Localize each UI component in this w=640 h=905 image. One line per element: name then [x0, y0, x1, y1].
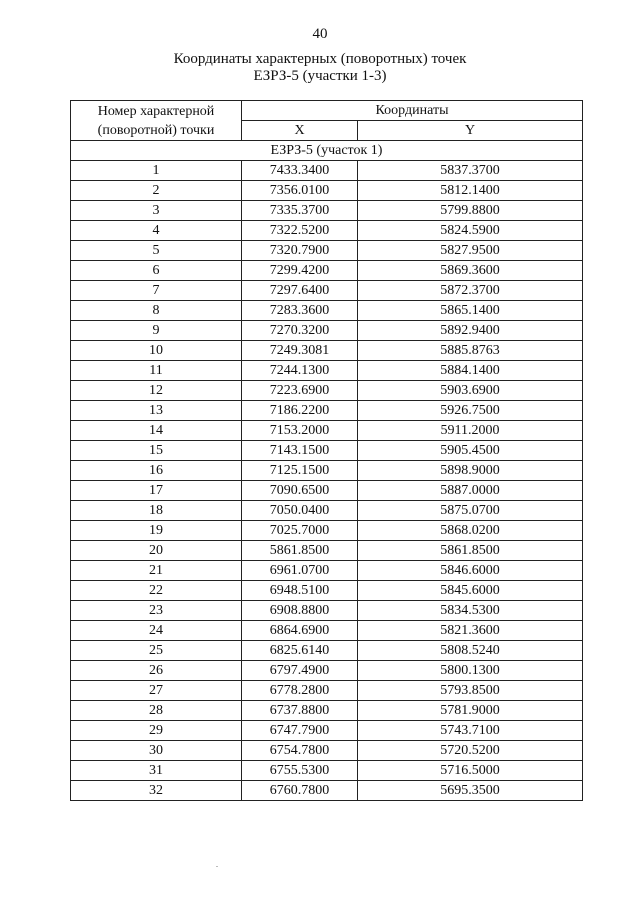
y-coordinate-cell: 5793.8500: [358, 681, 583, 701]
header-row-1: [71, 101, 583, 121]
point-number-cell: 7: [71, 281, 242, 301]
table-row: [71, 501, 583, 521]
y-coordinate-cell: 5898.9000: [358, 461, 583, 481]
point-number-cell: 8: [71, 301, 242, 321]
table-row: [71, 221, 583, 241]
point-number-cell: 11: [71, 361, 242, 381]
y-coordinate-cell: 5827.9500: [358, 241, 583, 261]
y-coordinate-cell: 5695.3500: [358, 781, 583, 801]
x-coordinate-cell: 6754.7800: [242, 741, 358, 761]
scan-speck: [216, 866, 218, 867]
y-coordinate-cell: 5926.7500: [358, 401, 583, 421]
table-row: [71, 521, 583, 541]
point-number-cell: 28: [71, 701, 242, 721]
y-coordinate-cell: 5743.7100: [358, 721, 583, 741]
point-number-cell: 17: [71, 481, 242, 501]
table-row: [71, 541, 583, 561]
y-coordinate-cell: 5821.3600: [358, 621, 583, 641]
point-number-cell: 20: [71, 541, 242, 561]
table-row: [71, 381, 583, 401]
x-coordinate-cell: 6864.6900: [242, 621, 358, 641]
table-row: [71, 561, 583, 581]
title-line-2: ЕЗРЗ-5 (участки 1-3): [253, 68, 387, 84]
x-coordinate-cell: 7433.3400: [242, 161, 358, 181]
x-coordinate-cell: 7153.2000: [242, 421, 358, 441]
table-row: [71, 781, 583, 801]
table-row: [71, 401, 583, 421]
x-coordinate-cell: 7356.0100: [242, 181, 358, 201]
y-coordinate-cell: 5845.6000: [358, 581, 583, 601]
point-number-cell: 12: [71, 381, 242, 401]
table-row: [71, 161, 583, 181]
table-row: [71, 601, 583, 621]
point-number-cell: 5: [71, 241, 242, 261]
x-coordinate-cell: 6908.8800: [242, 601, 358, 621]
x-coordinate-cell: 7223.6900: [242, 381, 358, 401]
point-number-cell: 25: [71, 641, 242, 661]
table-row: [71, 201, 583, 221]
x-coordinate-cell: 7335.3700: [242, 201, 358, 221]
point-number-cell: 21: [71, 561, 242, 581]
x-coordinate-cell: 6778.2800: [242, 681, 358, 701]
table-row: [71, 241, 583, 261]
x-coordinate-cell: 7025.7000: [242, 521, 358, 541]
page-number: 40: [312, 26, 328, 42]
y-coordinate-cell: 5875.0700: [358, 501, 583, 521]
table-row: [71, 261, 583, 281]
x-coordinate-cell: 7244.1300: [242, 361, 358, 381]
x-header: X: [242, 121, 358, 141]
y-coordinate-cell: 5885.8763: [358, 341, 583, 361]
point-number-cell: 18: [71, 501, 242, 521]
table-row: [71, 761, 583, 781]
point-number-cell: 3: [71, 201, 242, 221]
table-row: [71, 641, 583, 661]
point-number-cell: 14: [71, 421, 242, 441]
point-number-cell: 15: [71, 441, 242, 461]
x-coordinate-cell: 5861.8500: [242, 541, 358, 561]
point-number-header: Номер характерной (поворотной) точки: [71, 101, 242, 141]
point-number-cell: 6: [71, 261, 242, 281]
table-row: [71, 621, 583, 641]
y-coordinate-cell: 5824.5900: [358, 221, 583, 241]
y-header: Y: [358, 121, 583, 141]
y-coordinate-cell: 5720.5200: [358, 741, 583, 761]
point-number-cell: 19: [71, 521, 242, 541]
table-row: [71, 321, 583, 341]
point-number-cell: 10: [71, 341, 242, 361]
x-coordinate-cell: 7299.4200: [242, 261, 358, 281]
y-coordinate-cell: 5884.1400: [358, 361, 583, 381]
y-coordinate-cell: 5865.1400: [358, 301, 583, 321]
y-coordinate-cell: 5903.6900: [358, 381, 583, 401]
point-number-cell: 13: [71, 401, 242, 421]
table-row: [71, 181, 583, 201]
point-number-cell: 23: [71, 601, 242, 621]
document-title: [0, 51, 640, 85]
table-row: [71, 741, 583, 761]
point-number-cell: 26: [71, 661, 242, 681]
x-coordinate-cell: 7283.3600: [242, 301, 358, 321]
y-coordinate-cell: 5868.0200: [358, 521, 583, 541]
y-coordinate-cell: 5872.3700: [358, 281, 583, 301]
x-coordinate-cell: 7249.3081: [242, 341, 358, 361]
coordinates-table: [70, 100, 583, 801]
y-coordinate-cell: 5911.2000: [358, 421, 583, 441]
table-row: [71, 281, 583, 301]
point-number-cell: 27: [71, 681, 242, 701]
table-row: [71, 421, 583, 441]
x-coordinate-cell: 6737.8800: [242, 701, 358, 721]
point-number-cell: 30: [71, 741, 242, 761]
x-coordinate-cell: 6825.6140: [242, 641, 358, 661]
x-coordinate-cell: 6797.4900: [242, 661, 358, 681]
point-number-cell: 2: [71, 181, 242, 201]
table-row: [71, 481, 583, 501]
point-number-cell: 31: [71, 761, 242, 781]
table-row: [71, 581, 583, 601]
point-number-cell: 32: [71, 781, 242, 801]
table-row: [71, 661, 583, 681]
x-coordinate-cell: 6961.0700: [242, 561, 358, 581]
y-coordinate-cell: 5812.1400: [358, 181, 583, 201]
y-coordinate-cell: 5905.4500: [358, 441, 583, 461]
x-coordinate-cell: 7143.1500: [242, 441, 358, 461]
x-coordinate-cell: 6755.5300: [242, 761, 358, 781]
point-number-cell: 29: [71, 721, 242, 741]
point-number-cell: 22: [71, 581, 242, 601]
table-row: [71, 441, 583, 461]
x-coordinate-cell: 6760.7800: [242, 781, 358, 801]
x-coordinate-cell: 7320.7900: [242, 241, 358, 261]
y-coordinate-cell: 5834.5300: [358, 601, 583, 621]
x-coordinate-cell: 6747.7900: [242, 721, 358, 741]
point-number-cell: 24: [71, 621, 242, 641]
y-coordinate-cell: 5837.3700: [358, 161, 583, 181]
x-coordinate-cell: 7186.2200: [242, 401, 358, 421]
x-coordinate-cell: 7090.6500: [242, 481, 358, 501]
point-number-cell: 1: [71, 161, 242, 181]
table-row: [71, 361, 583, 381]
x-coordinate-cell: 6948.5100: [242, 581, 358, 601]
y-coordinate-cell: 5799.8800: [358, 201, 583, 221]
y-coordinate-cell: 5892.9400: [358, 321, 583, 341]
table-row: [71, 301, 583, 321]
x-coordinate-cell: 7050.0400: [242, 501, 358, 521]
y-coordinate-cell: 5861.8500: [358, 541, 583, 561]
x-coordinate-cell: 7270.3200: [242, 321, 358, 341]
x-coordinate-cell: 7297.6400: [242, 281, 358, 301]
x-coordinate-cell: 7322.5200: [242, 221, 358, 241]
coordinates-header: Координаты: [242, 101, 583, 121]
y-coordinate-cell: 5869.3600: [358, 261, 583, 281]
title-line-1: Координаты характерных (поворотных) точек: [173, 51, 467, 67]
y-coordinate-cell: 5887.0000: [358, 481, 583, 501]
y-coordinate-cell: 5800.1300: [358, 661, 583, 681]
y-coordinate-cell: 5781.9000: [358, 701, 583, 721]
y-coordinate-cell: 5716.5000: [358, 761, 583, 781]
y-coordinate-cell: 5846.6000: [358, 561, 583, 581]
point-number-cell: 16: [71, 461, 242, 481]
table-row: [71, 461, 583, 481]
section-row: [71, 141, 583, 161]
section-label: ЕЗРЗ-5 (участок 1): [71, 141, 583, 161]
table-row: [71, 701, 583, 721]
point-number-cell: 9: [71, 321, 242, 341]
y-coordinate-cell: 5808.5240: [358, 641, 583, 661]
table-row: [71, 681, 583, 701]
table-row: [71, 721, 583, 741]
table-row: [71, 341, 583, 361]
x-coordinate-cell: 7125.1500: [242, 461, 358, 481]
point-number-cell: 4: [71, 221, 242, 241]
